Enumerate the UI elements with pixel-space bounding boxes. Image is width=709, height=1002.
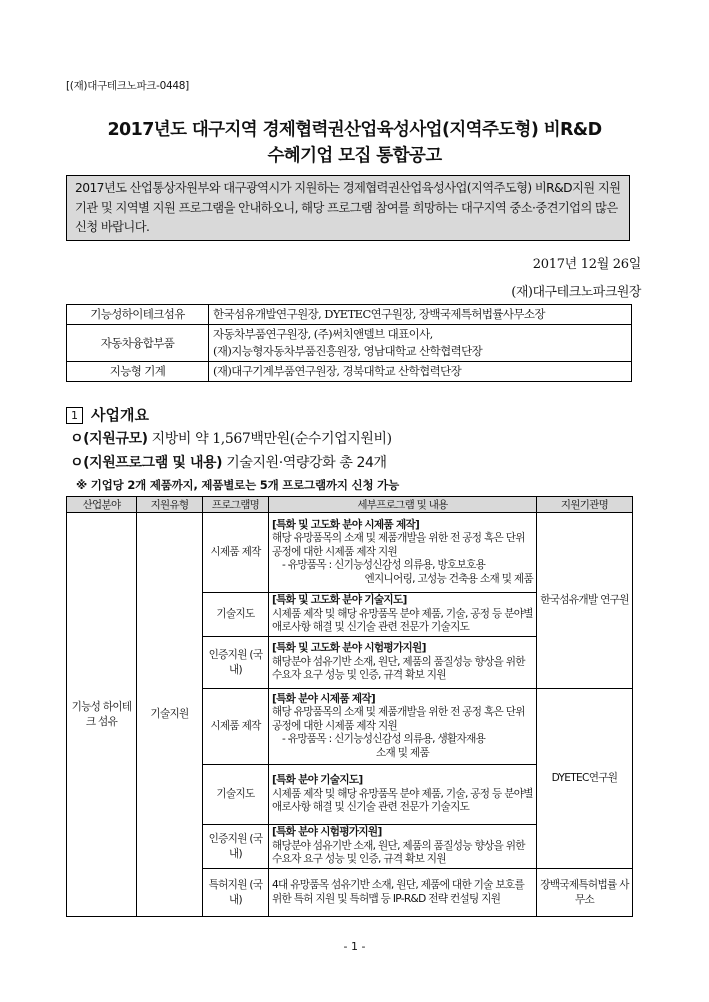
program-cell: 인증지원 (국내)	[203, 825, 269, 869]
table-row	[67, 513, 633, 593]
program-table	[66, 496, 633, 917]
section-heading	[66, 404, 149, 425]
bullet-support-scale	[70, 428, 392, 448]
detail-desc: 시제품 제작 및 해당 유망품목 분야 제품, 기술, 공정 등 분야별 애로사항 해결 및 신기술 관련 전문가 기술지도	[272, 787, 533, 814]
agency-field: 지능형 기계	[67, 362, 209, 382]
detail-cell	[269, 765, 537, 825]
detail-title: [특화 분야 기술지도]	[272, 774, 363, 787]
program-cell: 기술지도	[203, 593, 269, 637]
col-header-support-type: 지원유형	[137, 497, 203, 513]
detail-cell: 4대 유망품목 섬유기반 소재, 원단, 제품에 대한 기술 보호를 위한 특허 지원 및 특허맵 등 IP-R&D 전략 컨설팅 지원	[269, 869, 537, 917]
program-cell: 기술지도	[203, 765, 269, 825]
document-number: [(재)대구테크노파크-0448]	[66, 80, 189, 92]
page-number: - 1 -	[343, 940, 366, 953]
agency-row	[67, 362, 632, 382]
intro-box: 2017년도 산업통상자원부와 대구광역시가 지원하는 경제협력권산업육성사업(지역주도형) 비R&D지원 지원기관 및 지역별 지원 프로그램을 안내하오니, 해당 프로그램 참여를 희망하는 대구지역 중소·중견기업의 많은 신청 바랍니다.	[66, 175, 630, 241]
detail-title: [특화 및 고도화 분야 시험평가지원]	[272, 642, 426, 655]
agency-cell: DYETEC연구원	[537, 689, 633, 869]
bullet-support-programs	[70, 452, 387, 472]
issuing-organization: (재)대구테크노파크원장	[511, 285, 641, 300]
detail-title: [특화 분야 시험평가지원]	[272, 826, 382, 839]
section-number: 1	[66, 407, 83, 424]
agency-field: 기능성하이테크섬유	[67, 305, 209, 325]
detail-desc: 해당분야 섬유기반 소재, 원단, 제품의 품질성능 향상을 위한 수요자 요구 성능 및 인증, 규격 확보 지원	[272, 655, 525, 682]
agency-cell: 한국섬유개발 연구원	[537, 513, 633, 689]
agency-field: 자동차융합부품	[67, 325, 209, 362]
detail-desc: 해당분야 섬유기반 소재, 원단, 제품의 품질성능 향상을 위한 수요자 요구 성능 및 인증, 규격 확보 지원	[272, 839, 525, 866]
section-title: 사업개요	[91, 406, 149, 424]
title-line-2: 수혜기업 모집 통합공고	[267, 146, 442, 166]
support-type-cell: 기술지원	[137, 513, 203, 917]
bullet-body: 기술지원·역량강화 총 24개	[222, 455, 387, 471]
agency-row	[67, 325, 632, 362]
agency-list	[209, 362, 632, 382]
application-note: ※ 기업당 2개 제품까지, 제품별로는 5개 프로그램까지 신청 가능	[76, 478, 399, 492]
agency-line: 한국섬유개발연구원장, DYETEC연구원장, 장백국제특허법률사무소장	[213, 307, 545, 321]
agency-line: (재)대구기계부품연구원장, 경북대학교 산학협력단장	[213, 364, 462, 378]
detail-title: [특화 분야 시제품 제작]	[272, 692, 376, 705]
program-cell: 인증지원 (국내)	[203, 637, 269, 689]
agency-row	[67, 305, 632, 325]
detail-desc: 시제품 제작 및 해당 유망품목 분야 제품, 기술, 공정 등 분야별 애로사항 해결 및 신기술 관련 전문가 기술지도	[272, 607, 533, 634]
col-header-industry: 산업분야	[67, 497, 137, 513]
bullet-body: 지방비 약 1,567백만원(순수기업지원비)	[147, 431, 392, 447]
detail-item: 엔지니어링, 고성능 건축용 소재 및 제품	[364, 572, 533, 585]
agency-list	[209, 305, 632, 325]
detail-desc: 해당 유망품목의 소재 및 제품개발을 위한 전 공정 혹은 단위공정에 대한 시제품 제작 지원	[272, 532, 525, 558]
detail-title: [특화 및 고도화 분야 시제품 제작]	[272, 518, 420, 531]
bullet-head: ㅇ(지원프로그램 및 내용)	[70, 455, 223, 471]
agency-list	[209, 325, 632, 362]
program-cell: 특허지원 (국내)	[203, 869, 269, 917]
detail-item: - 유망품목 : 신기능성신감성 의류용, 생활자재용	[282, 733, 486, 746]
bullet-head: ㅇ(지원규모)	[70, 431, 148, 447]
detail-title: [특화 및 고도화 분야 기술지도]	[272, 594, 407, 607]
agency-table	[66, 304, 632, 382]
detail-cell	[269, 637, 537, 689]
detail-item: 소재 및 제품	[375, 746, 429, 759]
program-cell: 시제품 제작	[203, 689, 269, 765]
agency-line: 자동차부품연구원장, (주)써치앤델브 대표이사,	[213, 327, 433, 341]
detail-item: - 유망품목 : 신기능성신감성 의류용, 방호보호용	[282, 559, 486, 572]
agency-cell: 장백국제특허법률 사무소	[537, 869, 633, 917]
detail-cell	[269, 513, 537, 593]
agency-line: (재)지능형자동차부품진흥원장, 영남대학교 산학협력단장	[213, 344, 483, 358]
detail-cell	[269, 593, 537, 637]
col-header-agency: 지원기관명	[537, 497, 633, 513]
detail-desc: 해당 유망품목의 소재 및 제품개발을 위한 전 공정 혹은 단위공정에 대한 시제품 제작 지원	[272, 706, 525, 732]
col-header-detail: 세부프로그램 및 내용	[269, 497, 537, 513]
detail-cell	[269, 825, 537, 869]
program-cell: 시제품 제작	[203, 513, 269, 593]
announcement-date: 2017년 12월 26일	[532, 257, 641, 272]
title-line-1: 2017년도 대구지역 경제협력권산업육성사업(지역주도형) 비R&D	[107, 120, 602, 140]
col-header-program: 프로그램명	[203, 497, 269, 513]
industry-cell: 기능성 하이테크 섬유	[67, 513, 137, 917]
detail-cell	[269, 689, 537, 765]
table-header-row	[67, 497, 633, 513]
